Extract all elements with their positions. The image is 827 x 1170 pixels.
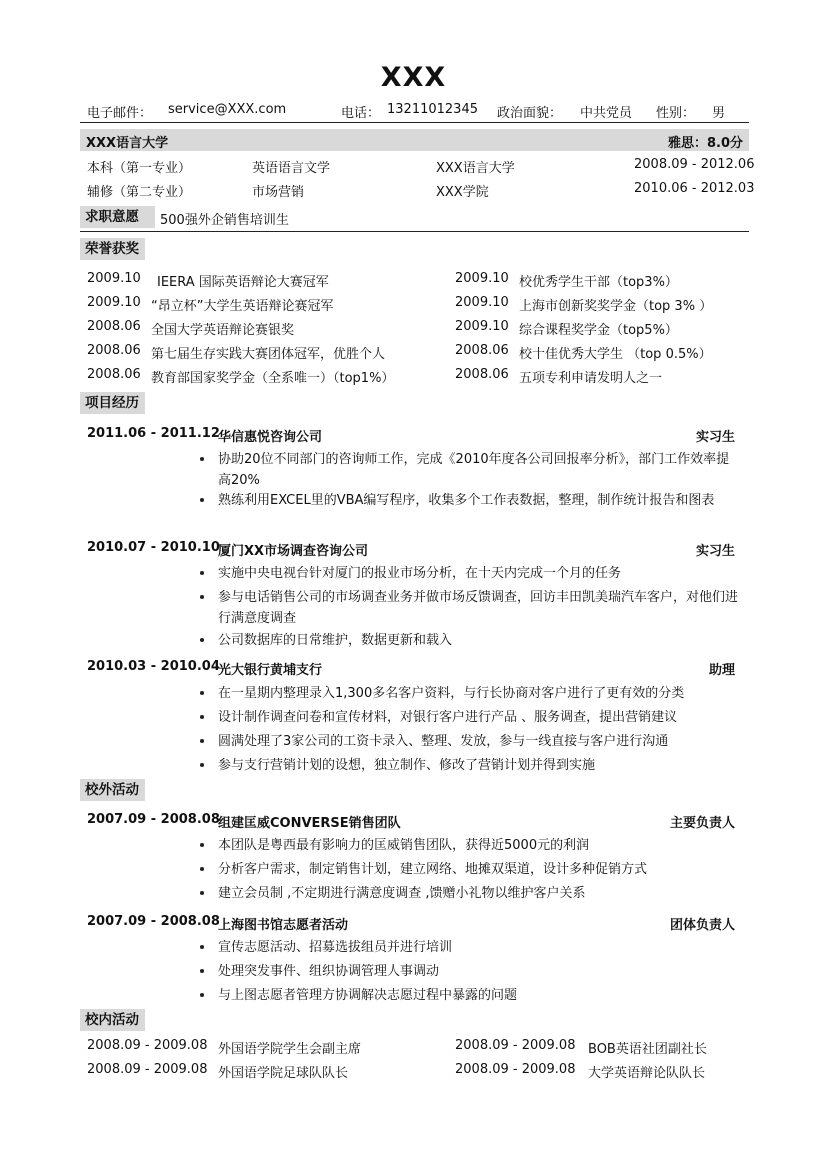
education-major: 英语语言文学 — [252, 161, 331, 176]
project-period: 2011.06 - 2011.12 — [87, 426, 220, 441]
education-school: XXX语言大学 — [86, 136, 169, 151]
bullet-dot — [200, 715, 204, 719]
bullet-dot — [200, 763, 204, 767]
bullet-text: 与上图志愿者管理方协调解决志愿过程中暴露的问题 — [218, 988, 518, 1003]
projects-title: 项目经历 — [80, 392, 145, 414]
external-title: 校外活动 — [80, 779, 145, 801]
honor-text: 上海市创新奖奖学金（top 3% ） — [519, 299, 713, 314]
campus-text: 外国语学院足球队队长 — [218, 1066, 349, 1081]
campus-text: BOB英语社团副社长 — [588, 1042, 707, 1057]
honor-date: 2009.10 — [87, 271, 141, 286]
bullet-text: 协助20位不同部门的咨询师工作，完成《2010年度各公司回报率分析》，部门工作效率提高20% — [218, 452, 730, 488]
honor-date: 2008.06 — [87, 343, 141, 358]
honor-date: 2009.10 — [455, 271, 509, 286]
campus-text: 外国语学院学生会副主席 — [218, 1042, 362, 1057]
bullet-dot — [200, 498, 204, 502]
bullet-dot — [200, 739, 204, 743]
contact-divider — [80, 122, 749, 123]
bullet-text: 参与电话销售公司的市场调查业务并做市场反馈调查，回访丰田凯美瑞汽车客户，对他们进行满意度调查 — [218, 590, 739, 626]
project-role: 助理 — [708, 663, 735, 678]
email-label: 电子邮件： — [87, 106, 153, 121]
candidate-name: XXX — [380, 62, 447, 93]
honor-date: 2009.10 — [455, 295, 509, 310]
activity-period: 2007.09 - 2008.08 — [87, 812, 220, 827]
bullet-text: 建立会员制 ,不定期进行满意度调查 ,馈赠小礼物以维护客户关系 — [218, 886, 586, 901]
honor-date: 2008.06 — [87, 367, 141, 382]
bullet-dot — [200, 595, 204, 599]
activity-role: 团体负责人 — [669, 918, 735, 933]
project-period: 2010.07 - 2010.10 — [87, 540, 220, 555]
activity-period: 2007.09 - 2008.08 — [87, 914, 220, 929]
bullet-dot — [200, 945, 204, 949]
education-major: 市场营销 — [252, 185, 305, 200]
honor-date: 2009.10 — [87, 295, 141, 310]
education-school-name: XXX学院 — [436, 185, 489, 200]
bullet-text: 公司数据库的日常维护，数据更新和载入 — [218, 633, 453, 648]
honor-text: 综合课程奖学金（top5%） — [519, 323, 678, 338]
education-period: 2008.09 - 2012.06 — [634, 157, 755, 172]
bullet-text: 设计制作调查问卷和宣传材料，对银行客户进行产品 、服务调查，提出营销建议 — [218, 710, 678, 725]
campus-period: 2008.09 - 2009.08 — [87, 1038, 208, 1053]
project-role: 实习生 — [695, 430, 735, 445]
bullet-dot — [200, 571, 204, 575]
bullet-text: 分析客户需求，制定销售计划，建立网络、地摊双渠道，设计多种促销方式 — [218, 862, 648, 877]
objective-value: 500强外企销售培训生 — [160, 213, 289, 228]
honor-date: 2009.10 — [455, 319, 509, 334]
campus-period: 2008.09 - 2009.08 — [455, 1062, 576, 1077]
project-period: 2010.03 - 2010.04 — [87, 659, 220, 674]
activity-role: 主要负责人 — [669, 816, 735, 831]
education-score: 雅思：8.0分 — [667, 136, 743, 151]
honor-date: 2008.06 — [455, 343, 509, 358]
project-role: 实习生 — [695, 544, 735, 559]
honor-text: 校优秀学生干部（top3%） — [519, 275, 678, 290]
honor-date: 2008.06 — [87, 319, 141, 334]
politics-value: 中共党员 — [580, 106, 633, 121]
activity-org: 上海图书馆志愿者活动 — [218, 918, 349, 933]
bullet-dot — [200, 691, 204, 695]
honor-text: “昂立杯”大学生英语辩论赛冠军 — [151, 299, 334, 314]
bullet-dot — [200, 969, 204, 973]
email-value: service@XXX.com — [168, 102, 287, 117]
bullet-dot — [200, 457, 204, 461]
gender-label: 性别： — [656, 106, 696, 121]
project-org: 光大银行黄埔支行 — [218, 663, 323, 678]
honor-text: 第七届生存实践大赛团体冠军，优胜个人 — [151, 347, 386, 362]
gender-value: 男 — [712, 106, 726, 121]
activity-org: 组建匡威CONVERSE销售团队 — [218, 816, 401, 831]
bullet-text: 本团队是粤西最有影响力的匡威销售团队，获得近5000元的利润 — [218, 838, 590, 853]
bullet-text: 在一星期内整理录入1,300多名客户资料，与行长协商对客户进行了更有效的分类 — [218, 686, 685, 701]
politics-label: 政治面貌： — [497, 106, 563, 121]
honor-text: 教育部国家奖学金（全系唯一）（top1%） — [151, 371, 395, 386]
honor-text: 全国大学英语辩论赛银奖 — [151, 323, 295, 338]
education-degree: 本科（第一专业） — [87, 161, 192, 176]
bullet-dot — [200, 843, 204, 847]
honors-title: 荣誉获奖 — [80, 238, 145, 260]
education-degree: 辅修（第二专业） — [87, 185, 192, 200]
bullet-dot — [200, 993, 204, 997]
campus-text: 大学英语辩论队队长 — [588, 1066, 706, 1081]
bullet-text: 熟练利用EXCEL里的VBA编写程序，收集多个工作表数据，整理，制作统计报告和图表 — [218, 493, 715, 508]
bullet-text: 实施中央电视台针对厦门的报业市场分析，在十天内完成一个月的任务 — [218, 566, 622, 581]
bullet-dot — [200, 867, 204, 871]
campus-period: 2008.09 - 2009.08 — [87, 1062, 208, 1077]
education-header — [80, 129, 749, 151]
honor-text: 五项专利申请发明人之一 — [519, 371, 663, 386]
bullet-text: 圆满处理了3家公司的工资卡录入、整理、发放，参与一线直接与客户进行沟通 — [218, 734, 669, 749]
project-org: 厦门XX市场调查咨询公司 — [218, 544, 369, 559]
objective-label: 求职意愿 — [80, 206, 155, 228]
bullet-dot — [200, 638, 204, 642]
phone-label: 电话： — [341, 106, 381, 121]
campus-period: 2008.09 - 2009.08 — [455, 1038, 576, 1053]
bullet-dot — [200, 891, 204, 895]
education-school-name: XXX语言大学 — [436, 161, 515, 176]
objective-divider — [80, 231, 749, 232]
bullet-text: 宣传志愿活动、招募选拔组员并进行培训 — [218, 940, 453, 955]
bullet-text: 参与支行营销计划的设想，独立制作、修改了营销计划并得到实施 — [218, 758, 596, 773]
education-period: 2010.06 - 2012.03 — [634, 181, 755, 196]
project-org: 华信惠悦咨询公司 — [218, 430, 323, 445]
campus-title: 校内活动 — [80, 1009, 145, 1031]
phone-value: 13211012345 — [387, 102, 478, 117]
honor-text: IEERA 国际英语辩论大赛冠军 — [157, 275, 329, 290]
bullet-text: 处理突发事件、组织协调管理人事调动 — [218, 964, 440, 979]
honor-date: 2008.06 — [455, 367, 509, 382]
honor-text: 校十佳优秀大学生 （top 0.5%） — [519, 347, 712, 362]
